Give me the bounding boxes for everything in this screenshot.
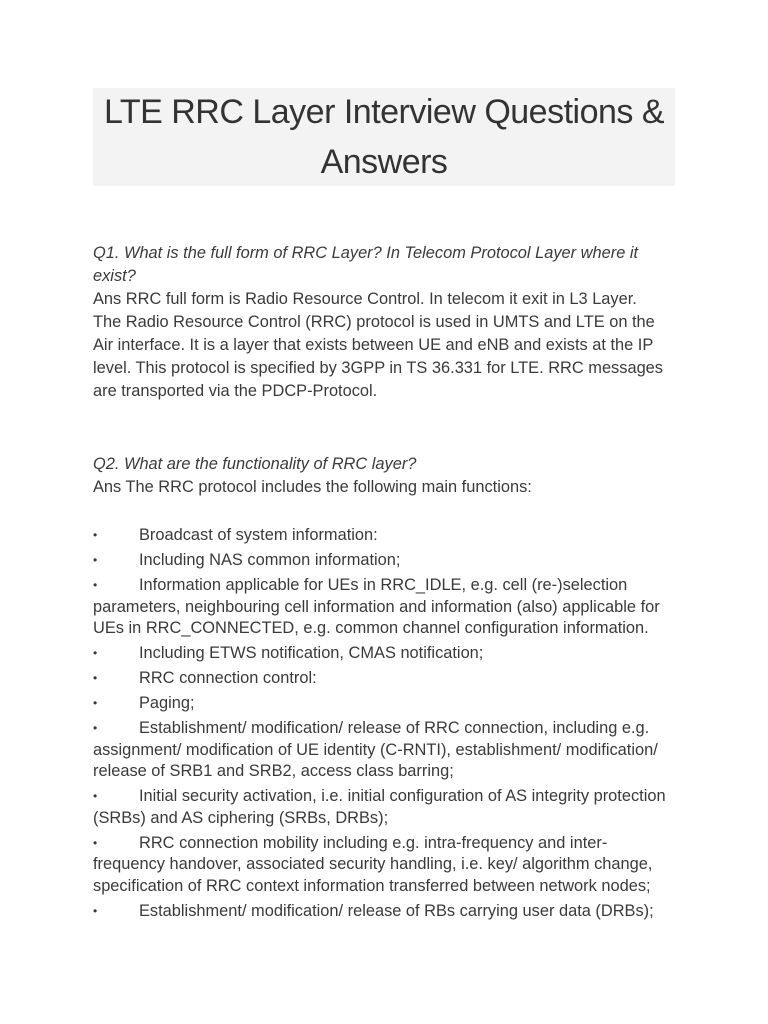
title-banner xyxy=(93,88,675,186)
answer-1-line1: Ans RRC full form is Radio Resource Control. In telecom it exit in L3 Layer. xyxy=(93,290,637,308)
functions-list xyxy=(93,525,675,922)
qa-block-2 xyxy=(93,453,675,499)
list-item-text: Initial security activation, i.e. initial configuration of AS integrity protection (SRBs) and AS ciphering (SRBs, DRBs); xyxy=(93,787,666,827)
answer-1-body: The Radio Resource Control (RRC) protocol is used in UMTS and LTE on the Air interface. It is a layer that exists between UE and eNB and exists at the IP level. This protocol is specified by 3GPP in TS 36.331 for LTE. RRC messages are transported via the PDCP-Protocol. xyxy=(93,313,663,400)
bullet-icon: • xyxy=(93,578,98,592)
bullet-icon: • xyxy=(93,835,98,850)
page-title: LTE RRC Layer Interview Questions & Answers xyxy=(103,93,665,181)
qa-block-1 xyxy=(93,242,675,403)
bullet-icon: • xyxy=(93,528,98,542)
list-item-text: RRC connection mobility including e.g. intra-frequency and inter-frequency handover, associated security handling, i.e. key/ algorithm change, specification of RRC context information transferred between network nodes; xyxy=(93,833,653,895)
question-1: Q1. What is the full form of RRC Layer? In Telecom Protocol Layer where it exist? xyxy=(93,244,639,285)
list-item-text: Including ETWS notification, CMAS notification; xyxy=(139,644,484,662)
list-item xyxy=(93,525,675,547)
list-item-text: Establishment/ modification/ release of RBs carrying user data (DRBs); xyxy=(139,901,654,920)
list-item xyxy=(93,718,675,783)
answer-2-intro: Ans The RRC protocol includes the following main functions: xyxy=(93,478,532,496)
list-item-text: RRC connection control: xyxy=(139,669,317,687)
list-item xyxy=(93,668,675,690)
bullet-icon: • xyxy=(93,696,98,710)
list-item xyxy=(93,786,675,829)
list-item-text: Including NAS common information; xyxy=(139,551,401,569)
list-item-text: Paging; xyxy=(139,694,195,712)
list-item-text: Broadcast of system information: xyxy=(139,526,378,544)
bullet-icon: • xyxy=(93,721,98,735)
bullet-icon: • xyxy=(93,903,98,918)
question-2: Q2. What are the functionality of RRC layer? xyxy=(93,455,417,473)
list-item-text: Information applicable for UEs in RRC_IDLE, e.g. cell (re-)selection parameters, neighbouring cell information and information (also) applicable for UEs in RRC_CONNECTED, e.g. common channel configuration information. xyxy=(93,576,660,637)
list-item xyxy=(93,833,675,898)
list-item xyxy=(93,550,675,572)
list-item-text: Establishment/ modification/ release of RRC connection, including e.g. assignment/ modification of UE identity (C-RNTI), establishment/ modification/ release of SRB1 and SRB2, access class barring; xyxy=(93,719,658,780)
bullet-icon: • xyxy=(93,671,98,685)
document-page xyxy=(93,88,675,926)
list-item xyxy=(93,575,675,640)
bullet-icon: • xyxy=(93,553,98,567)
bullet-icon: • xyxy=(93,646,98,660)
bullet-icon: • xyxy=(93,789,98,803)
list-item xyxy=(93,693,675,715)
list-item xyxy=(93,643,675,665)
list-item xyxy=(93,901,675,923)
